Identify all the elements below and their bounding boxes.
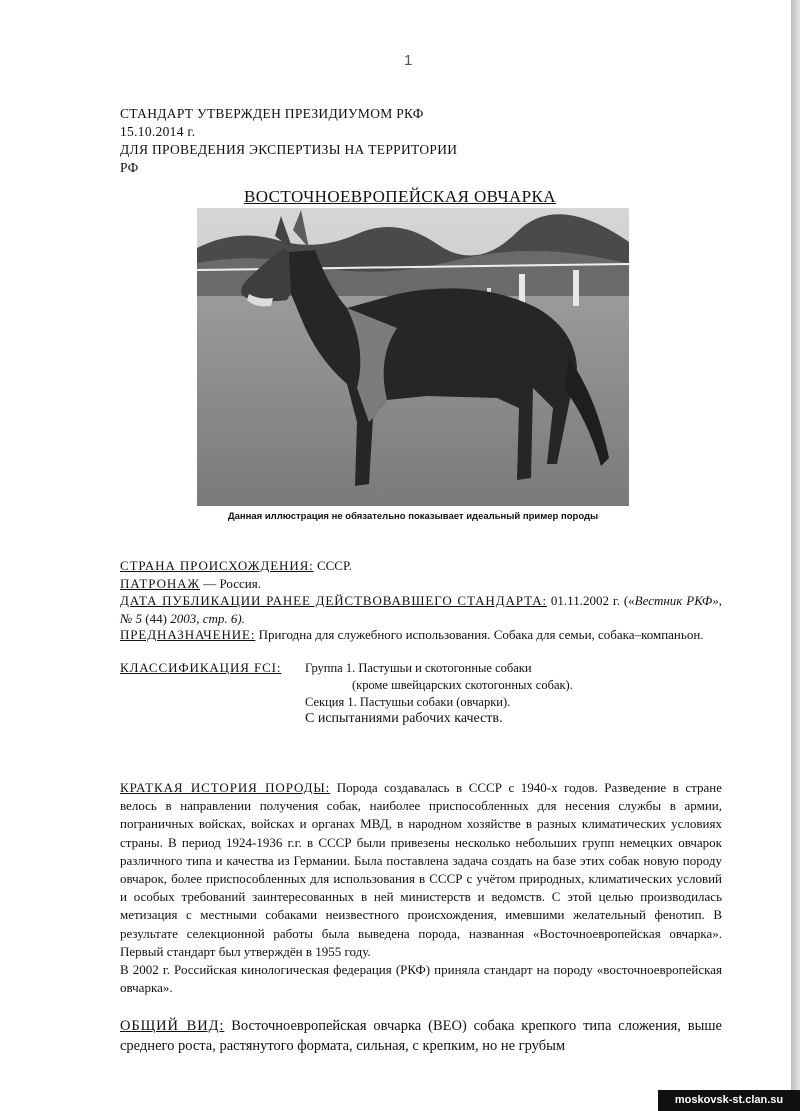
- document-title-wrap: [0, 187, 791, 207]
- page-number: 1: [404, 52, 413, 69]
- publication-date: 01.11.2002 г.: [547, 593, 620, 608]
- history-text-2: В 2002 г. Российская кинологическая федерация (РКФ) приняла стандарт на породу «восточноевропейская овчарка».: [120, 962, 722, 996]
- publication-journal: Вестник РКФ», № 5: [120, 593, 722, 627]
- header-line: РФ: [120, 160, 139, 175]
- publication-ref-tail: 2003, стр. 6).: [170, 611, 245, 627]
- country-value: СССР.: [313, 558, 352, 573]
- country-section: [120, 557, 722, 575]
- classification-label: КЛАССИФИКАЦИЯ FCI:: [120, 660, 282, 675]
- classification-section-text: Секция 1. Пастушьи собаки (овчарки).: [305, 695, 511, 709]
- classification-group-note: (кроме швейцарских скотогонных собак).: [352, 678, 573, 692]
- general-label: ОБЩИЙ ВИД:: [120, 1018, 225, 1034]
- header-line: СТАНДАРТ УТВЕРЖДЕН ПРЕЗИДИУМОМ РКФ: [120, 106, 424, 121]
- photo-caption: Данная иллюстрация не обязательно показывает идеальный пример породы: [227, 511, 599, 522]
- site-watermark[interactable]: moskovsk-st.clan.su: [658, 1090, 800, 1111]
- history-text: Порода создавалась в СССР с 1940-х годов. Разведение в стране велось в направлении получения собак, наиболее приспособленных для несения службы в армии, пограничных войсках, войсках и органах МВД, в народном хозяйстве в разных климатических условиях страны. В период 1924-1936 г.г. в СССР были привезены несколько небольших групп немецких овчарок различного типа и качества из Германии. Была поставлена задача создать на базе этих собак новую породу овчарок, более приспособленных для использования в СССР с учётом природных, климатических условий и особых требований заинтересованных в ней министерств и ведомств. С этой целью производилась метизация с местными собаками неизвестного происхождения, имевшими желательный фенотип. В результате селекционной работы была выведена порода, названная «Восточноевропейская овчарка». Первый стандарт был утверждён в 1955 году.: [120, 780, 722, 959]
- header-line: 15.10.2014 г.: [120, 124, 196, 139]
- purpose-value: Пригодна для служебного использования. Собака для семьи, собака–компаньон.: [255, 627, 704, 642]
- patronage-section: [120, 575, 722, 593]
- country-label: СТРАНА ПРОИСХОЖДЕНИЯ:: [120, 558, 314, 573]
- publication-ref-open: («: [619, 593, 635, 608]
- general-section: [120, 1016, 722, 1056]
- purpose-section: [120, 626, 722, 644]
- dog-photo: [197, 208, 629, 506]
- history-section: [120, 779, 722, 997]
- page-shadow: [791, 0, 800, 1111]
- approval-header: [120, 105, 457, 177]
- history-label: КРАТКАЯ ИСТОРИЯ ПОРОДЫ:: [120, 780, 331, 795]
- classification-trial: С испытаниями рабочих качеств.: [305, 711, 503, 726]
- patronage-value: — Россия.: [199, 576, 261, 591]
- publication-label: ДАТА ПУБЛИКАЦИИ РАНЕЕ ДЕЙСТВОВАВШЕГО СТАНДАРТА:: [120, 593, 548, 608]
- header-line: ДЛЯ ПРОВЕДЕНИЯ ЭКСПЕРТИЗЫ НА ТЕРРИТОРИИ: [120, 142, 458, 157]
- general-text: Восточноевропейская овчарка (ВЕО) собака крепкого типа сложения, выше среднего роста, растянутого формата, сильная, с крепким, но не грубым: [120, 1018, 722, 1054]
- publication-section: [120, 592, 722, 628]
- classification-group: Группа 1. Пастушьи и скотогонные собаки: [305, 661, 532, 675]
- document-title: ВОСТОЧНОЕВРОПЕЙСКАЯ ОВЧАРКА: [244, 187, 556, 206]
- patronage-label: ПАТРОНАЖ: [120, 576, 200, 591]
- publication-ref-mid: (44): [142, 611, 171, 627]
- purpose-label: ПРЕДНАЗНАЧЕНИЕ:: [120, 627, 256, 642]
